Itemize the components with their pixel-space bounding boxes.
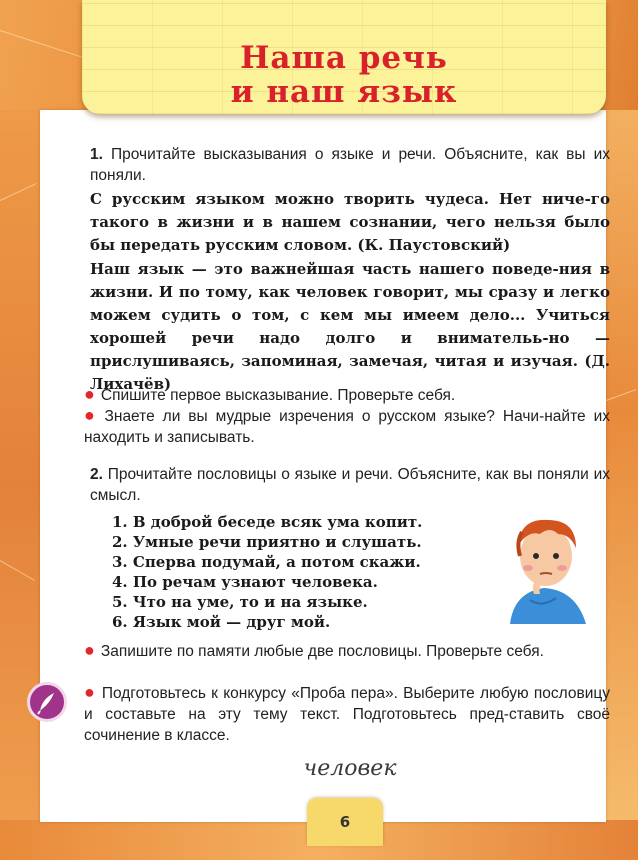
thinking-boy-illustration bbox=[500, 512, 594, 624]
bullet-dot-icon: ● bbox=[84, 640, 95, 660]
bullet-dot-icon: ● bbox=[84, 682, 96, 702]
exercise2-number: 2. bbox=[90, 466, 103, 483]
bullet-text: Знаете ли вы мудрые изречения о русском языке? Начи-найте их находить и записывать. bbox=[84, 408, 610, 446]
bullet-text: Запишите по памяти любые две пословицы. Проверьте себя. bbox=[100, 643, 544, 660]
background-left bbox=[0, 110, 40, 860]
proverb-6: 6. Язык мой — друг мой. bbox=[112, 613, 331, 631]
bullet-text: Спишите первое высказывание. Проверьте себя. bbox=[100, 387, 456, 404]
bullet-text: Подготовьтесь к конкурсу «Проба пера». Выберите любую пословицу и составьте на эту тему текст. Подготовьтесь пред-ставить своё сочинение в классе. bbox=[84, 685, 610, 744]
proverb-2: 2. Умные речи приятно и слушать. bbox=[112, 533, 422, 551]
exercise2-task-text: Прочитайте пословицы о языке и речи. Объясните, как вы поняли их смысл. bbox=[90, 466, 610, 504]
proverb-4: 4. По речам узнают человека. bbox=[112, 573, 378, 591]
bullet-dot-icon: ● bbox=[84, 405, 99, 425]
page-number: 6 bbox=[307, 798, 383, 846]
proverb-3: 3. Сперва подумай, а потом скажи. bbox=[112, 553, 421, 571]
proverb-1: 1. В доброй беседе всяк ума копит. bbox=[112, 513, 423, 531]
exercise1-quote1: С русским языком можно творить чудеса. Нет ниче-го такого в жизни и в нашем сознании, чего нельзя было бы передать русским словом. (К. Паустовский) bbox=[90, 190, 610, 254]
title-banner bbox=[82, 0, 606, 114]
page-title-line1: Наша речь bbox=[240, 40, 448, 76]
exercise2-bullet-2 bbox=[84, 682, 610, 746]
exercise1-task-text: Прочитайте высказывания о языке и речи. Объясните, как вы их поняли. bbox=[90, 146, 610, 184]
exercise1-task bbox=[90, 144, 610, 186]
exercise1-quote2: Наш язык — это важнейшая часть нашего поведе-ния в жизни. И по тому, как человек говорит, мы сразу и легко можем судить о том, с кем мы имеем дело... Учиться хорошей речи надо долго и внимательь-но — прислушиваясь, запоминая, замечая, читая и изучая. (Д. Лихачёв) bbox=[90, 260, 610, 393]
quill-pen-icon bbox=[27, 682, 67, 722]
bullet-dot-icon: ● bbox=[84, 384, 95, 404]
background-right bbox=[606, 110, 638, 860]
vocabulary-word: человек bbox=[303, 756, 397, 781]
exercise1-number: 1. bbox=[90, 146, 103, 163]
page-title-line2: и наш язык bbox=[230, 74, 458, 110]
proverb-5: 5. Что на уме, то и на языке. bbox=[112, 593, 368, 611]
exercise2-task bbox=[90, 464, 610, 506]
exercise1-bullet-1 bbox=[84, 384, 610, 406]
exercise2-bullet-1 bbox=[84, 640, 610, 662]
exercise1-bullet-2 bbox=[84, 405, 610, 448]
